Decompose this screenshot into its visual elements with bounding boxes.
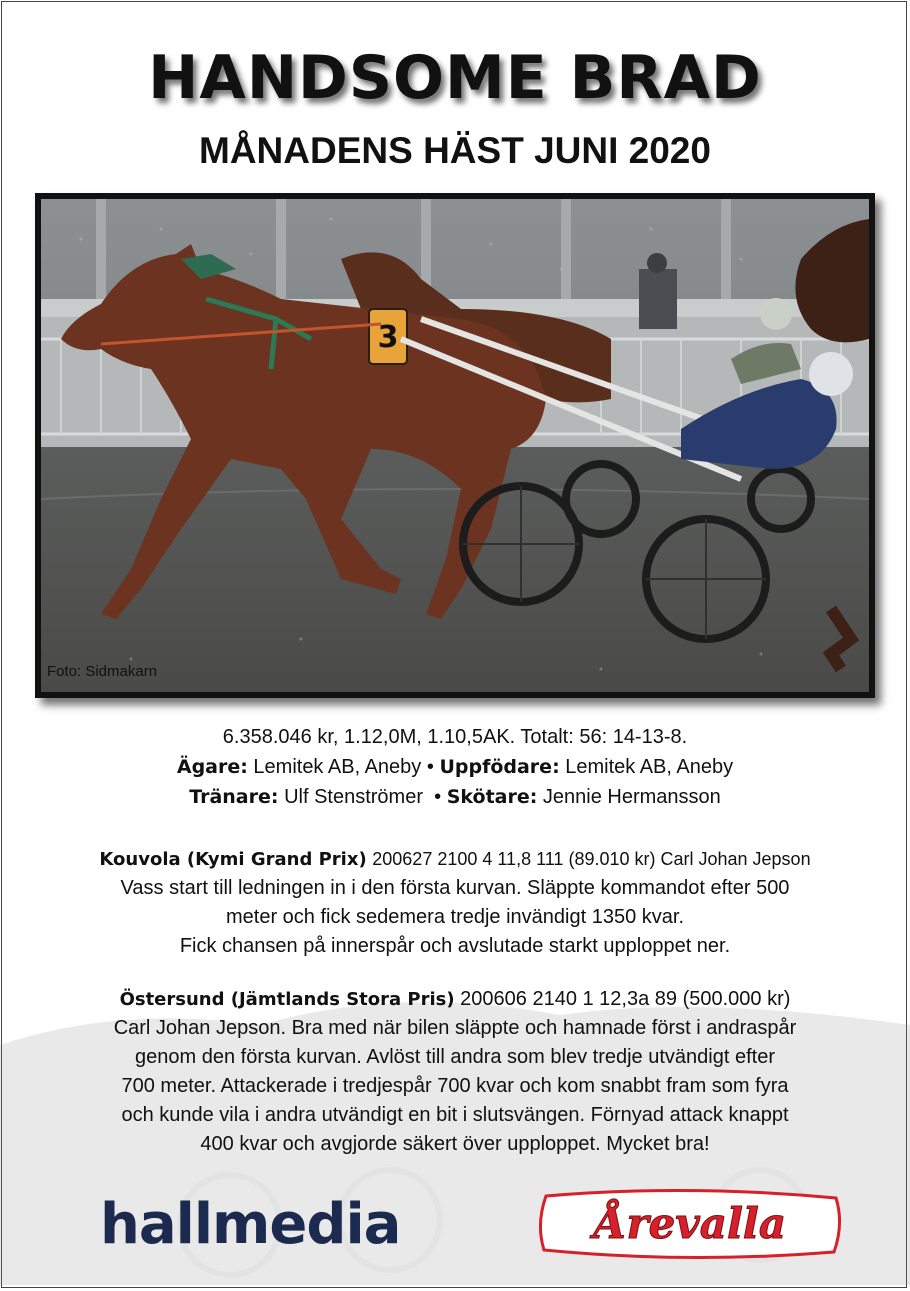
hallmedia-logo: hallmedia — [100, 1192, 401, 1257]
race-text-line: genom den första kurvan. Avlöst till andra som blev tredje utvändigt efter — [135, 1046, 775, 1068]
race-photo — [35, 193, 875, 698]
earnings-summary: 6.358.046 kr, 1.12,0M, 1.10,5AK. Totalt: 56: 14-13-8. — [222, 726, 688, 748]
trainer-value: Ulf Stenströmer — [284, 786, 423, 808]
trotting-race-illustration — [41, 199, 869, 692]
arevalla-logo — [538, 1188, 843, 1260]
photo-credit: Foto: Sidmakarn — [47, 663, 158, 680]
race-text-line: Carl Johan Jepson. Bra med när bilen släppte och hamnade först i andraspår — [113, 1017, 797, 1039]
breeder-value: Lemitek AB, Aneby — [565, 756, 734, 778]
horse-stats — [0, 722, 910, 812]
bib-number: 3 — [377, 320, 399, 355]
race-text-line: Vass start till ledningen in i den första kurvan. Släppte kommandot efter 500 — [120, 877, 790, 899]
owner-breeder-line — [0, 752, 910, 782]
owner-value: Lemitek AB, Aneby — [253, 756, 422, 778]
race-text-line: meter och fick sedemera tredje invändigt 1350 kvar. — [225, 906, 685, 928]
race-header — [40, 985, 870, 1014]
race-header — [40, 845, 870, 874]
race-text-line: och kunde vila i andra utvändigt en bit i slutsvängen. Förnyad attack knappt — [121, 1104, 789, 1126]
breeder-label: Uppfödare: — [439, 756, 560, 778]
separator-dot: • — [426, 756, 434, 778]
groom-value: Jennie Hermansson — [542, 786, 721, 808]
month-horse-subtitle: MÅNADENS HÄST JUNI 2020 — [199, 130, 711, 171]
race-name: Östersund (Jämtlands Stora Pris) — [119, 989, 455, 1010]
trainer-label: Tränare: — [189, 786, 279, 808]
race-name: Kouvola (Kymi Grand Prix) — [99, 849, 367, 870]
race-text-line: Fick chansen på innerspår och avslutade starkt upploppet ner. — [179, 935, 731, 957]
trainer-groom-line — [0, 782, 910, 812]
owner-label: Ägare: — [176, 756, 248, 778]
race-text-line: 400 kvar och avgjorde säkert över upploppet. Mycket bra! — [200, 1133, 710, 1155]
race-text-line: 700 meter. Attackerade i tredjespår 700 kvar och kom snabbt fram som fyra — [121, 1075, 789, 1097]
arevalla-wordmark: Årevalla — [593, 1199, 787, 1248]
separator-dot: • — [434, 786, 442, 808]
race-entry — [40, 985, 870, 1159]
race-entry — [40, 845, 870, 961]
race-meta: 200606 2140 1 12,3a 89 (500.000 kr) — [460, 988, 791, 1010]
race-meta: 200627 2100 4 11,8 111 (89.010 kr) Carl Johan Jepson — [372, 849, 811, 869]
groom-label: Skötare: — [446, 786, 538, 808]
horse-name-title: HANDSOME BRAD — [148, 43, 762, 113]
